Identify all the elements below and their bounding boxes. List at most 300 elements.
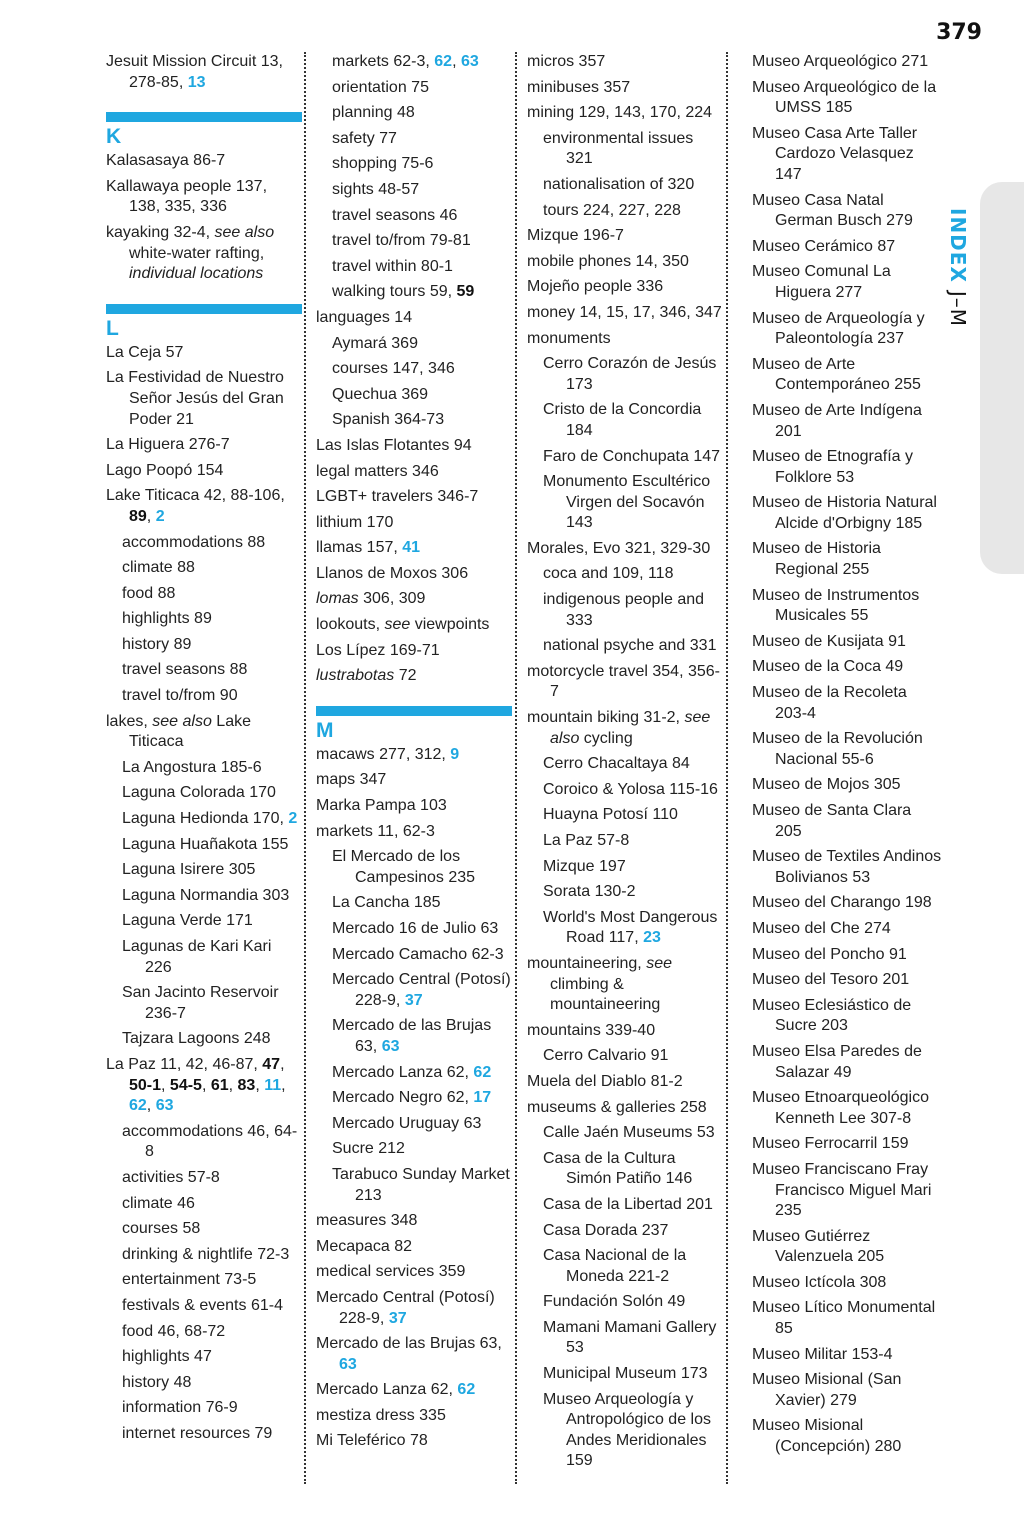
entry-text: Mojeño people 336 [527,278,664,296]
index-subentry [316,945,512,966]
entry-text: Lake Titicaca [129,712,251,751]
index-entry [527,277,723,298]
entry-text: Museo Misional (Concepción) 280 [752,1417,902,1456]
index-subentry [316,1063,512,1084]
index-entry [752,945,942,966]
entry-text: highlights 47 [122,1348,212,1366]
entry-text: entertainment 73-5 [122,1271,257,1289]
italic-text: lomas [316,590,359,608]
entry-text: climate 88 [122,559,195,577]
entry-text: food 46, 68-72 [122,1322,226,1340]
entry-text: mining 129, 143, 170, 224 [527,104,713,122]
index-subentry [527,1221,723,1242]
entry-text: mountain biking 31-2, [527,709,685,727]
index-subentry [106,886,302,907]
entry-text: Jesuit Mission Circuit 13, 278-85, [106,53,283,91]
entry-text: Calle Jaén Museums 53 [543,1124,715,1142]
entry-text: Municipal Museum 173 [543,1365,708,1383]
entry-text: Cristo de la Concordia 184 [543,401,702,439]
index-subentry [106,1245,302,1266]
index-entry [106,343,302,364]
entry-text: , [146,507,156,525]
entry-text: courses 58 [122,1220,201,1238]
index-entry [106,435,302,456]
index-subentry [316,410,512,431]
index-entry [316,1406,512,1427]
entry-text: Morales, Evo 321, 329-30 [527,539,711,557]
index-subentry [527,780,723,801]
entry-text: Mizque 197 [543,857,626,875]
map-page-ref[interactable]: 13 [187,73,206,91]
index-subentry [316,154,512,175]
index-entry [752,1370,942,1411]
index-subentry [527,129,723,170]
index-subentry [527,1195,723,1216]
entry-text: Museo Arqueología y Antropológico de los Andes Meridionales 159 [543,1390,711,1470]
index-subentry [106,783,302,804]
index-entry [316,487,512,508]
bold-page-ref: 61 [210,1076,229,1094]
entry-text: Aymará 369 [332,334,418,352]
entry-text: travel within 80-1 [332,257,453,275]
index-subentry [316,970,512,1011]
index-entry [316,666,512,687]
entry-text: Tajzara Lagoons 248 [122,1030,271,1048]
index-entry [316,564,512,585]
entry-text: , [280,1055,285,1073]
index-subentry [316,129,512,150]
entry-text: festivals & events 61-4 [122,1296,283,1314]
entry-text: drinking & nightlife 72-3 [122,1245,290,1263]
entry-text: LGBT+ travelers 346-7 [316,488,479,506]
entry-text: Lake Titicaca 42, 88-106, [106,487,285,505]
italic-text: lustrabotas [316,667,395,685]
map-page-ref[interactable]: 63 [155,1097,174,1115]
entry-text: Museo de Etnografía y Folklore 53 [752,448,913,486]
index-subentry [527,175,723,196]
entry-text: llamas 157, [316,539,403,557]
index-entry [527,1021,723,1042]
entry-text: Museo de Arte Indígena 201 [752,401,922,440]
index-subentry [106,1168,302,1189]
index-entry [752,586,942,627]
index-entry [752,1345,942,1366]
map-page-ref[interactable]: 62 [457,1381,476,1399]
index-entry [752,237,942,258]
index-subentry [316,893,512,914]
index-subentry [527,882,723,903]
entry-text: Laguna Normandia 303 [122,886,290,904]
index-entry [316,1288,512,1329]
index-entry [316,1380,512,1401]
entry-text: orientation 75 [332,78,429,96]
index-entry [527,226,723,247]
map-page-ref[interactable]: 37 [404,991,423,1009]
entry-text: Museo de Santa Clara 205 [752,802,912,840]
entry-text: La Cancha 185 [332,894,441,912]
index-subentry [106,860,302,881]
index-entry [752,1160,942,1222]
bold-page-ref: 54-5 [169,1076,202,1094]
entry-text: micros 357 [527,53,606,70]
entry-text: Casa Dorada 237 [543,1221,669,1239]
entry-text: museums & galleries 258 [527,1098,707,1116]
letter-heading: M [316,718,334,742]
index-entry [527,954,723,1016]
entry-text: Museo Eclesiástico de Sucre 203 [752,996,912,1035]
index-entry [316,770,512,791]
entry-text: Mercado Lanza 62, [332,1063,474,1081]
entry-text: Fundación Solón 49 [543,1293,686,1311]
index-subentry [527,1149,723,1190]
entry-text: Museo Arqueológico 271 [752,53,929,70]
index-entry [752,970,942,991]
index-entry [752,401,942,442]
entry-text: El Mercado de los Campesinos 235 [332,848,476,886]
entry-text: Mi Teleférico 78 [316,1432,428,1450]
index-entry [752,124,942,186]
index-subentry [106,1194,302,1215]
index-entry [527,539,723,560]
index-subentry [527,831,723,852]
index-entry [752,893,942,914]
entry-text: activities 57-8 [122,1168,220,1186]
index-entry [106,712,302,753]
letter-divider-bar [106,112,302,122]
entry-text: , [201,1076,211,1094]
index-entry [752,1042,942,1083]
italic-text: individual locations [129,265,264,283]
entry-text: , [146,1097,156,1115]
entry-text: Museo Militar 153-4 [752,1345,893,1363]
entry-text: monuments [527,329,611,347]
index-column-4 [752,52,942,1463]
map-page-ref[interactable]: 63 [381,1037,400,1055]
index-subentry [527,354,723,395]
index-entry [316,745,512,766]
index-subentry [316,52,512,73]
index-entry [106,177,302,218]
entry-text: La Festividad de Nuestro Señor Jesús del Gran Poder 21 [106,369,284,428]
entry-text: Museo Comunal La Higuera 277 [752,263,891,301]
letter-divider-bar [316,706,512,716]
entry-text: Mercado 16 de Julio 63 [332,920,499,937]
index-subentry [106,1373,302,1394]
map-page-ref[interactable]: 63 [460,53,479,70]
index-subentry [106,609,302,630]
entry-text: money 14, 15, 17, 346, 347 [527,303,722,321]
entry-text: Museo Cerámico 87 [752,237,896,255]
map-page-ref[interactable]: 2 [288,810,298,828]
entry-text: Mercado Central (Potosí) 228-9, [316,1288,495,1327]
section-tab-label [940,208,976,408]
entry-text: travel seasons 46 [332,206,458,224]
index-subentry [106,911,302,932]
entry-text: sights 48-57 [332,180,420,198]
letter-heading: L [106,316,119,340]
map-page-ref[interactable]: 41 [402,539,421,557]
entry-text: Museo Ferrocarril 159 [752,1135,909,1153]
index-entry [527,103,723,124]
index-entry [316,589,512,610]
entry-text: food 88 [122,584,176,602]
index-subentry [106,1347,302,1368]
entry-text: Faro de Conchupata 147 [543,447,721,465]
index-entry [316,1334,512,1375]
entry-text: mobile phones 14, 350 [527,252,689,270]
index-subentry [527,564,723,585]
index-subentry [106,1029,302,1050]
entry-text: information 76-9 [122,1399,238,1417]
entry-text: macaws 277, 312, [316,745,451,763]
map-page-ref[interactable]: 62 [473,1063,492,1081]
index-entry [527,252,723,273]
entry-text: Lago Poopó 154 [106,461,224,479]
index-entry [752,1273,942,1294]
index-entry [527,662,723,703]
map-page-ref[interactable]: 37 [388,1309,407,1327]
index-entry [752,1227,942,1268]
entry-text: national psyche and 331 [543,637,717,655]
letter-heading: K [106,125,122,149]
index-subentry [527,908,723,949]
entry-text: Mamani Mamani Gallery 53 [543,1318,717,1357]
index-subentry [106,1219,302,1240]
index-subentry [527,1318,723,1359]
index-entry [752,775,942,796]
index-subentry [527,1364,723,1385]
entry-text: shopping 75-6 [332,155,434,173]
column-divider [304,52,306,1484]
entry-text: Museo de Arqueología y Paleontología 237 [752,309,925,348]
map-page-ref[interactable]: 2 [155,507,165,525]
entry-text: Museo de la Recoleta 203-4 [752,684,907,722]
entry-text: 306, 309 [358,590,426,608]
index-entry [527,1098,723,1119]
index-subentry [106,533,302,554]
index-subentry [106,660,302,681]
entry-text: Las Islas Flotantes 94 [316,436,472,454]
index-entry [316,822,512,843]
index-subentry [316,334,512,355]
entry-text: , [281,1076,286,1094]
bold-page-ref: 59 [456,283,475,301]
index-subentry [527,754,723,775]
entry-text: Museo de Historia Regional 255 [752,540,881,579]
index-subentry [106,1424,302,1445]
index-subentry [527,201,723,222]
index-subentry [316,1165,512,1206]
entry-text: cycling [579,729,633,747]
index-subentry [316,385,512,406]
tab-index-label: INDEX [946,208,970,283]
index-entry [752,1134,942,1155]
index-subentry [106,937,302,978]
index-subentry [106,1296,302,1317]
entry-text: Monumento Escultérico Virgen del Socavón 143 [543,473,711,532]
entry-text: Museo de la Coca 49 [752,658,904,676]
entry-text: Spanish 364-73 [332,411,445,429]
italic-text: see also [152,712,212,730]
entry-text: tours 224, 227, 228 [543,201,681,219]
entry-text: languages 14 [316,308,413,326]
entry-text: minibuses 357 [527,78,631,96]
entry-text: courses 147, 346 [332,360,455,378]
entry-text: Marka Pampa 103 [316,797,447,815]
index-subentry [106,558,302,579]
map-page-ref[interactable]: 63 [339,1355,357,1373]
index-entry [527,329,723,350]
entry-text: Mercado de las Brujas 63, [316,1335,502,1353]
index-subentry [316,1088,512,1109]
index-subentry [106,835,302,856]
entry-text: planning 48 [332,104,415,122]
entry-text: Huayna Potosí 110 [543,806,678,824]
entry-text: accommodations 46, 64-8 [122,1122,298,1161]
entry-text: legal matters 346 [316,462,439,480]
entry-text: Museo del Che 274 [752,919,891,937]
index-subentry [527,1292,723,1313]
index-entry [752,919,942,940]
italic-text: see also [214,223,275,241]
entry-text: nationalisation of 320 [543,175,695,193]
index-entry [752,657,942,678]
italic-text: see [646,954,672,972]
map-page-ref[interactable]: 11 [264,1076,282,1094]
entry-text: Muela del Diablo 81-2 [527,1072,683,1090]
entry-text: , [161,1076,170,1094]
entry-text: , [255,1076,265,1094]
index-subentry [106,635,302,656]
index-subentry [527,636,723,657]
index-entry [527,303,723,324]
entry-text: Laguna Colorada 170 [122,784,276,802]
index-subentry [316,206,512,227]
map-page-ref[interactable]: 62 [129,1097,147,1115]
entry-text: markets 62-3, [332,53,435,70]
index-entry [752,309,942,350]
entry-text: indigenous people and 333 [543,591,705,629]
index-entry [106,223,302,285]
entry-text: Museo de Kusijata 91 [752,632,906,650]
italic-text: see [384,616,411,634]
entry-text: Mercado Central (Potosí) 228-9, [332,971,511,1009]
bold-page-ref: 89 [129,507,147,525]
index-subentry [527,1123,723,1144]
entry-text: Museo Lítico Monumental 85 [752,1299,936,1338]
entry-text: Mercado Uruguay 63 [332,1114,482,1132]
entry-text: markets 11, 62-3 [316,822,435,840]
entry-text: La Paz 11, 42, 46-87, [106,1055,263,1073]
entry-text: Mercado Lanza 62, [316,1381,458,1399]
entry-text: Cerro Corazón de Jesús 173 [543,355,717,393]
index-entry [752,539,942,580]
index-entry [752,632,942,653]
index-entry [316,796,512,817]
index-subentry [316,257,512,278]
entry-text: Museo Misional (San Xavier) 279 [752,1371,902,1409]
bold-page-ref: 83 [237,1076,256,1094]
index-entry [106,486,302,527]
index-subentry [316,1139,512,1160]
column-divider [515,52,517,1484]
entry-text: Mizque 196-7 [527,227,624,245]
index-entry [752,447,942,488]
index-entry [752,191,942,232]
entry-text: Museo del Tesoro 201 [752,971,910,989]
index-subentry [106,758,302,779]
index-entry [752,1088,942,1129]
entry-text: Museo Gutiérrez Valenzuela 205 [752,1227,885,1266]
map-page-ref[interactable]: 62 [434,53,453,70]
map-page-ref[interactable]: 23 [643,929,661,947]
index-entry [527,1072,723,1093]
index-subentry [527,857,723,878]
entry-text: Mecapaca 82 [316,1237,413,1255]
entry-text: La Paz 57-8 [543,832,630,849]
entry-text: Mercado Camacho 62-3 [332,945,504,963]
index-subentry [106,1270,302,1291]
index-subentry [316,847,512,888]
index-entry [316,1431,512,1452]
index-column-3 [527,52,723,1477]
index-subentry [316,359,512,380]
index-entry [752,52,942,73]
map-page-ref[interactable]: 9 [450,745,460,763]
index-entry [316,462,512,483]
entry-text: mountains 339-40 [527,1021,656,1039]
index-entry [752,996,942,1037]
italic-text: see also [550,709,711,747]
entry-text: coca and 109, 118 [543,565,674,583]
index-entry [752,683,942,724]
index-entry [106,1055,302,1117]
entry-text: Mercado de las Brujas 63, [332,1017,492,1055]
index-entry [752,801,942,842]
index-entry [752,729,942,770]
page-number: 379 [936,20,982,45]
entry-text: travel seasons 88 [122,661,248,679]
entry-text: history 48 [122,1373,192,1391]
map-page-ref[interactable]: 17 [473,1089,492,1107]
entry-text: , [452,53,461,70]
entry-text: Laguna Hedionda 170, [122,810,289,828]
index-entry [527,708,723,749]
index-column-2 [316,52,512,1457]
entry-text: Llanos de Moxos 306 [316,564,469,582]
entry-text: Laguna Verde 171 [122,912,253,930]
entry-text: Museo Etnoarqueológico Kenneth Lee 307-8 [752,1089,930,1127]
index-entry [316,1211,512,1232]
entry-text: measures 348 [316,1212,418,1230]
entry-text: Laguna Isirere 305 [122,861,256,879]
entry-text: Kallawaya people 137, 138, 335, 336 [106,177,268,216]
entry-text: Museo de Instrumentos Musicales 55 [752,586,920,625]
entry-text: motorcycle travel 354, 356-7 [527,662,720,701]
index-entry [316,308,512,329]
entry-text: highlights 89 [122,610,212,628]
index-entry [316,513,512,534]
bold-page-ref: 50-1 [129,1076,162,1094]
index-subentry [527,447,723,468]
entry-text: safety 77 [332,129,397,147]
index-subentry [106,809,302,830]
entry-text: Museo de Arte Contemporáneo 255 [752,355,921,394]
entry-text: Museo de Textiles Andinos Bolivianos 53 [752,848,942,886]
index-entry [106,461,302,482]
entry-text: lookouts, [316,616,385,634]
entry-text: Lagunas de Kari Kari 226 [122,938,272,976]
